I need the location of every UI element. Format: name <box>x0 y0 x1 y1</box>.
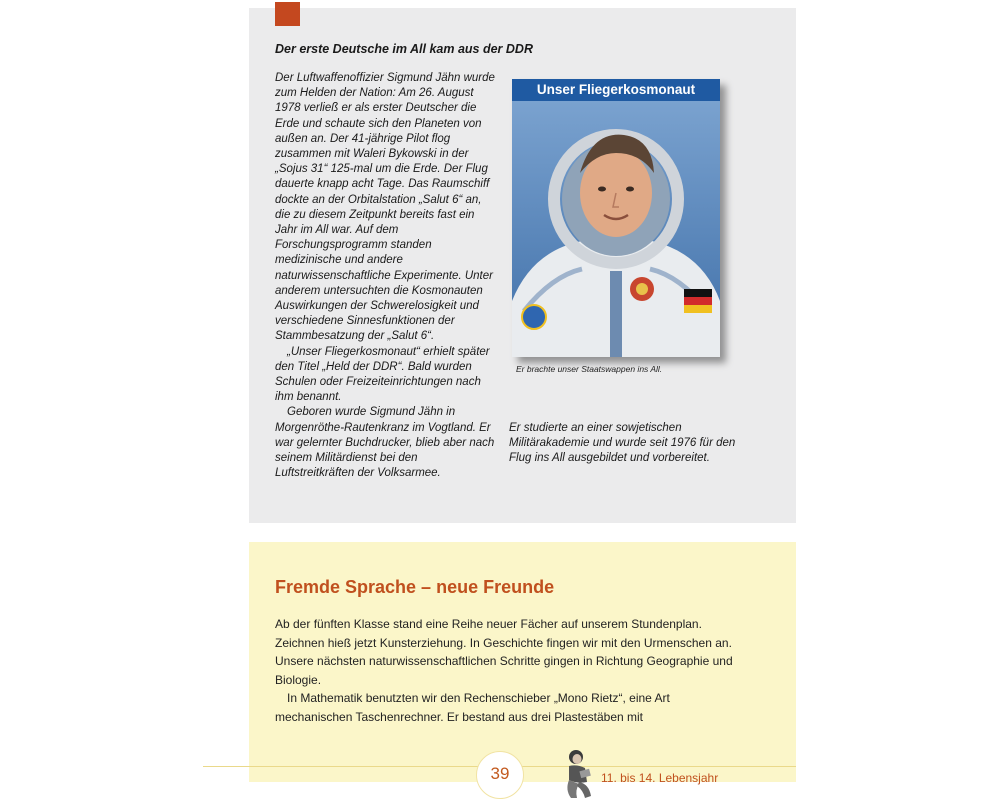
section-title: Fremde Sprache – neue Freunde <box>275 577 555 597</box>
reading-girl-icon <box>563 748 595 800</box>
article-paragraph: Der Luftwaffenoffizier Sigmund Jähn wurde zum Helden der Nation: Am 26. August 1978 verließ er als erster Deutscher die Erde und schaute sich den Planeten von außen an. Der 41-jährige Pilot flog zusammen mit Waleri Bykowski in der „Sojus 31“ 125-mal um die Erde. Der Flug dauerte knapp acht Tage. Das Raumschiff dockte an der Orbitalstation „Salut 6“ an, die zu diesem Zeitpunkt bereits fast ein Jahr im All war. Auf dem Forschungsprogramm standen medizinische und andere naturwissenschaftliche Experimente. Unter anderem untersuchten die Kosmonauten Auswirkungen der Schwerelosigkeit und verschiedene Sinnesfunktionen der Stammbesatzung der „Salut 6“. <box>275 72 495 343</box>
cosmonaut-photo <box>512 79 720 357</box>
photo-caption: Er brachte unser Staatswappen ins All. <box>516 364 663 374</box>
story-text <box>275 615 735 726</box>
footer-label: 11. bis 14. Lebensjahr <box>601 771 719 785</box>
article-left-column <box>275 71 497 481</box>
story-paragraph: In Mathematik benutzten wir den Rechenschieber „Mono Rietz“, eine Art mechanischen Taschenrechner. Er bestand aus drei Plastestäben mit <box>275 691 670 724</box>
article-paragraph: „Unser Fliegerkosmonaut“ erhielt später den Titel „Held der DDR“. Bald wurden Schulen oder Freizeiteinrichtungen nach ihm benannt. <box>275 345 490 404</box>
article-heading: Der erste Deutsche im All kam aus der DDR <box>275 42 533 56</box>
cosmonaut-illustration <box>512 101 720 357</box>
article-paragraph: Geboren wurde Sigmund Jähn in Morgenröthe-Rautenkranz im Vogtland. Er war gelernter Buchdrucker, blieb aber nach seinem Militärdienst bei den Luftstreitkräften der Volksarmee. <box>275 406 495 480</box>
photo-banner: Unser Fliegerkosmonaut <box>512 79 720 101</box>
section-marker <box>275 2 300 26</box>
story-paragraph: Ab der fünften Klasse stand eine Reihe neuer Fächer auf unserem Stundenplan. Zeichnen hieß jetzt Kunsterziehung. In Geschichte fingen wir mit den Urmenschen an. Unsere nächsten naturwissenschaftlichen Schritte gingen in Richtung Geographie und Biologie. <box>275 617 733 687</box>
article-right-column: Er studierte an einer sowjetischen Militärakademie und wurde seit 1976 für den Flug ins All ausgebildet und vorbereitet. <box>509 422 736 465</box>
page-number: 39 <box>476 751 524 799</box>
